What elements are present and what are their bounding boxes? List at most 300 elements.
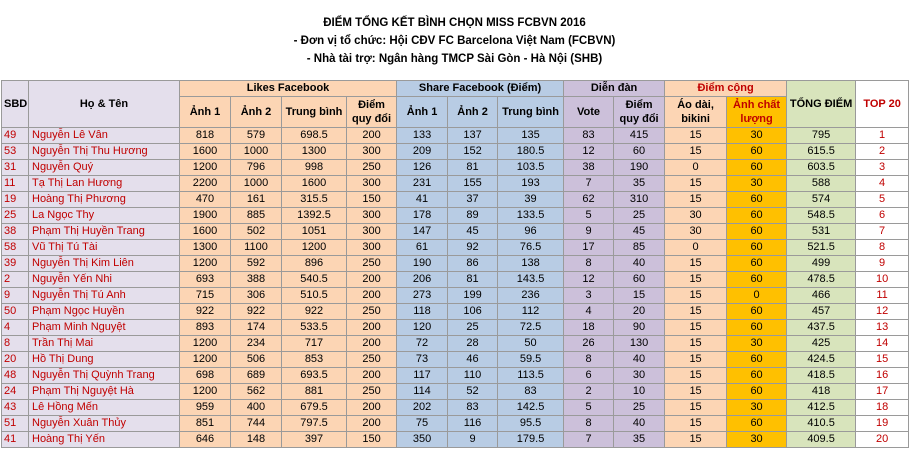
cell-rank: 18: [856, 400, 909, 416]
cell-forum-vote: 5: [564, 208, 614, 224]
cell-like-average: 1051: [282, 224, 347, 240]
table-row: [2, 416, 909, 432]
header-bonus-group: Điểm cộng: [665, 81, 787, 97]
table-row: [2, 352, 909, 368]
cell-bonus-quality: 30: [727, 128, 787, 144]
cell-rank: 11: [856, 288, 909, 304]
table-row: [2, 384, 909, 400]
cell-share-photo2: 83: [448, 400, 498, 416]
cell-share-photo1: 178: [397, 208, 448, 224]
cell-name: Nguyễn Lê Vân: [29, 128, 180, 144]
sponsor-line: - Nhà tài trợ: Ngân hàng TMCP Sài Gòn - Hà Nội (SHB): [306, 53, 603, 65]
cell-rank: 2: [856, 144, 909, 160]
cell-share-photo1: 75: [397, 416, 448, 432]
cell-name: Hoàng Thị Phương: [29, 192, 180, 208]
cell-share-average: 193: [498, 176, 564, 192]
cell-forum-points: 35: [614, 176, 665, 192]
cell-name: Nguyễn Thị Quỳnh Trang: [29, 368, 180, 384]
cell-forum-points: 190: [614, 160, 665, 176]
cell-share-photo1: 273: [397, 288, 448, 304]
cell-bonus-aodai: 15: [665, 128, 727, 144]
results-body: [2, 128, 909, 448]
header-share-photo1: Ảnh 1: [397, 97, 448, 128]
cell-share-average: 138: [498, 256, 564, 272]
cell-like-photo2: 1100: [231, 240, 282, 256]
cell-forum-points: 35: [614, 432, 665, 448]
table-row: [2, 176, 909, 192]
cell-rank: 13: [856, 320, 909, 336]
cell-share-photo2: 37: [448, 192, 498, 208]
cell-bonus-aodai: 15: [665, 352, 727, 368]
cell-rank: 16: [856, 368, 909, 384]
cell-bonus-quality: 60: [727, 352, 787, 368]
cell-name: Nguyễn Thị Thu Hương: [29, 144, 180, 160]
cell-share-average: 39: [498, 192, 564, 208]
cell-share-photo2: 9: [448, 432, 498, 448]
cell-share-average: 142.5: [498, 400, 564, 416]
cell-share-photo2: 81: [448, 160, 498, 176]
cell-like-points: 300: [347, 224, 397, 240]
cell-share-photo2: 45: [448, 224, 498, 240]
cell-like-photo1: 2200: [180, 176, 231, 192]
cell-sbd: 24: [2, 384, 29, 400]
cell-share-average: 179.5: [498, 432, 564, 448]
cell-sbd: 50: [2, 304, 29, 320]
cell-share-photo1: 209: [397, 144, 448, 160]
cell-name: Trần Thị Mai: [29, 336, 180, 352]
table-row: [2, 208, 909, 224]
cell-forum-vote: 7: [564, 432, 614, 448]
header-forum-vote: Vote: [564, 97, 614, 128]
cell-share-photo2: 110: [448, 368, 498, 384]
cell-like-points: 200: [347, 416, 397, 432]
cell-forum-vote: 62: [564, 192, 614, 208]
header-top20: TOP 20: [856, 81, 909, 128]
cell-sbd: 20: [2, 352, 29, 368]
cell-bonus-quality: 60: [727, 256, 787, 272]
cell-like-photo1: 1200: [180, 160, 231, 176]
cell-total: 795: [787, 128, 856, 144]
cell-rank: 4: [856, 176, 909, 192]
cell-forum-vote: 8: [564, 416, 614, 432]
cell-sbd: 48: [2, 368, 29, 384]
cell-like-points: 300: [347, 208, 397, 224]
cell-total: 466: [787, 288, 856, 304]
cell-bonus-quality: 0: [727, 288, 787, 304]
header-share-average: Trung bình: [498, 97, 564, 128]
cell-like-photo2: 306: [231, 288, 282, 304]
cell-total: 603.5: [787, 160, 856, 176]
cell-bonus-aodai: 15: [665, 256, 727, 272]
cell-forum-points: 30: [614, 368, 665, 384]
table-row: [2, 256, 909, 272]
cell-bonus-aodai: 15: [665, 336, 727, 352]
header-share-photo2: Ảnh 2: [448, 97, 498, 128]
cell-bonus-quality: 60: [727, 384, 787, 400]
cell-bonus-quality: 60: [727, 208, 787, 224]
cell-bonus-quality: 60: [727, 144, 787, 160]
header-total: TỔNG ĐIỂM: [787, 81, 856, 128]
cell-sbd: 43: [2, 400, 29, 416]
cell-name: Nguyễn Quý: [29, 160, 180, 176]
table-row: [2, 144, 909, 160]
cell-like-points: 150: [347, 432, 397, 448]
cell-like-photo2: 796: [231, 160, 282, 176]
cell-rank: 14: [856, 336, 909, 352]
cell-share-photo2: 52: [448, 384, 498, 400]
header-like-photo2: Ảnh 2: [231, 97, 282, 128]
cell-like-photo1: 959: [180, 400, 231, 416]
cell-like-points: 250: [347, 304, 397, 320]
table-row: [2, 224, 909, 240]
header-share-group: Share Facebook (Điểm): [397, 81, 564, 97]
cell-share-photo1: 147: [397, 224, 448, 240]
cell-like-photo1: 922: [180, 304, 231, 320]
cell-forum-vote: 83: [564, 128, 614, 144]
cell-like-photo2: 1000: [231, 176, 282, 192]
cell-bonus-aodai: 15: [665, 384, 727, 400]
cell-like-photo2: 689: [231, 368, 282, 384]
cell-sbd: 38: [2, 224, 29, 240]
header-forum-group: Diễn đàn: [564, 81, 665, 97]
cell-bonus-aodai: 15: [665, 416, 727, 432]
cell-total: 457: [787, 304, 856, 320]
cell-forum-vote: 26: [564, 336, 614, 352]
table-row: [2, 160, 909, 176]
cell-forum-vote: 4: [564, 304, 614, 320]
cell-bonus-aodai: 15: [665, 176, 727, 192]
cell-like-average: 679.5: [282, 400, 347, 416]
cell-name: Hồ Thị Dung: [29, 352, 180, 368]
cell-forum-vote: 7: [564, 176, 614, 192]
cell-like-photo1: 646: [180, 432, 231, 448]
cell-forum-points: 90: [614, 320, 665, 336]
cell-like-points: 300: [347, 176, 397, 192]
cell-bonus-quality: 60: [727, 320, 787, 336]
cell-share-average: 112: [498, 304, 564, 320]
cell-name: Nguyễn Yến Nhi: [29, 272, 180, 288]
cell-rank: 17: [856, 384, 909, 400]
header-name: Họ & Tên: [29, 81, 180, 128]
cell-bonus-aodai: 15: [665, 320, 727, 336]
cell-like-average: 881: [282, 384, 347, 400]
cell-like-average: 533.5: [282, 320, 347, 336]
cell-bonus-aodai: 15: [665, 304, 727, 320]
cell-like-photo2: 388: [231, 272, 282, 288]
cell-forum-points: 130: [614, 336, 665, 352]
cell-rank: 3: [856, 160, 909, 176]
header-row-groups: [2, 81, 909, 97]
cell-like-average: 998: [282, 160, 347, 176]
cell-forum-points: 310: [614, 192, 665, 208]
cell-like-photo1: 1200: [180, 352, 231, 368]
cell-bonus-aodai: 0: [665, 160, 727, 176]
cell-bonus-aodai: 15: [665, 432, 727, 448]
cell-share-photo1: 73: [397, 352, 448, 368]
header-like-photo1: Ảnh 1: [180, 97, 231, 128]
cell-sbd: 51: [2, 416, 29, 432]
cell-like-average: 397: [282, 432, 347, 448]
table-row: [2, 304, 909, 320]
cell-total: 531: [787, 224, 856, 240]
cell-share-photo2: 81: [448, 272, 498, 288]
cell-rank: 10: [856, 272, 909, 288]
cell-share-average: 180.5: [498, 144, 564, 160]
cell-share-photo2: 137: [448, 128, 498, 144]
cell-share-average: 113.5: [498, 368, 564, 384]
cell-forum-vote: 2: [564, 384, 614, 400]
cell-bonus-quality: 30: [727, 400, 787, 416]
cell-rank: 15: [856, 352, 909, 368]
cell-forum-points: 85: [614, 240, 665, 256]
cell-forum-points: 25: [614, 400, 665, 416]
cell-total: 574: [787, 192, 856, 208]
table-row: [2, 336, 909, 352]
cell-like-average: 693.5: [282, 368, 347, 384]
cell-forum-points: 10: [614, 384, 665, 400]
cell-forum-vote: 12: [564, 272, 614, 288]
cell-like-photo2: 922: [231, 304, 282, 320]
cell-like-average: 853: [282, 352, 347, 368]
cell-share-photo2: 152: [448, 144, 498, 160]
cell-sbd: 31: [2, 160, 29, 176]
cell-like-photo2: 506: [231, 352, 282, 368]
cell-rank: 12: [856, 304, 909, 320]
cell-share-photo1: 202: [397, 400, 448, 416]
cell-share-average: 96: [498, 224, 564, 240]
cell-bonus-aodai: 15: [665, 288, 727, 304]
cell-share-average: 76.5: [498, 240, 564, 256]
cell-like-points: 200: [347, 272, 397, 288]
cell-share-photo2: 28: [448, 336, 498, 352]
cell-like-points: 300: [347, 240, 397, 256]
cell-rank: 7: [856, 224, 909, 240]
cell-total: 412.5: [787, 400, 856, 416]
cell-bonus-quality: 60: [727, 272, 787, 288]
cell-share-average: 72.5: [498, 320, 564, 336]
cell-share-photo2: 199: [448, 288, 498, 304]
cell-share-average: 133.5: [498, 208, 564, 224]
cell-like-photo2: 174: [231, 320, 282, 336]
cell-name: Phạm Minh Nguyệt: [29, 320, 180, 336]
title-block: [0, 0, 909, 80]
cell-total: 409.5: [787, 432, 856, 448]
cell-like-points: 300: [347, 144, 397, 160]
cell-like-average: 698.5: [282, 128, 347, 144]
cell-like-points: 250: [347, 160, 397, 176]
cell-bonus-quality: 60: [727, 368, 787, 384]
cell-like-average: 717: [282, 336, 347, 352]
cell-like-photo1: 715: [180, 288, 231, 304]
cell-share-average: 135: [498, 128, 564, 144]
cell-share-photo2: 155: [448, 176, 498, 192]
cell-name: Vũ Thị Tú Tài: [29, 240, 180, 256]
cell-bonus-quality: 60: [727, 192, 787, 208]
table-row: [2, 240, 909, 256]
cell-like-points: 200: [347, 336, 397, 352]
cell-share-photo2: 92: [448, 240, 498, 256]
cell-rank: 5: [856, 192, 909, 208]
cell-bonus-aodai: 15: [665, 368, 727, 384]
cell-sbd: 53: [2, 144, 29, 160]
cell-bonus-quality: 60: [727, 304, 787, 320]
cell-like-average: 797.5: [282, 416, 347, 432]
cell-like-points: 250: [347, 352, 397, 368]
cell-total: 418: [787, 384, 856, 400]
cell-like-photo2: 562: [231, 384, 282, 400]
cell-forum-vote: 38: [564, 160, 614, 176]
cell-sbd: 9: [2, 288, 29, 304]
cell-like-points: 200: [347, 368, 397, 384]
cell-like-photo1: 1200: [180, 336, 231, 352]
cell-sbd: 58: [2, 240, 29, 256]
cell-total: 521.5: [787, 240, 856, 256]
cell-share-photo1: 61: [397, 240, 448, 256]
cell-rank: 1: [856, 128, 909, 144]
cell-share-photo1: 117: [397, 368, 448, 384]
header-bonus-quality: Ảnh chất lượng: [727, 97, 787, 128]
cell-share-photo1: 72: [397, 336, 448, 352]
header-bonus-aodai: Áo dài, bikini: [665, 97, 727, 128]
cell-like-photo1: 470: [180, 192, 231, 208]
sheet-title: ĐIỂM TỔNG KẾT BÌNH CHỌN MISS FCBVN 2016: [323, 17, 586, 29]
cell-sbd: 41: [2, 432, 29, 448]
cell-rank: 19: [856, 416, 909, 432]
cell-bonus-quality: 60: [727, 240, 787, 256]
cell-sbd: 11: [2, 176, 29, 192]
cell-forum-vote: 8: [564, 352, 614, 368]
cell-like-average: 315.5: [282, 192, 347, 208]
cell-forum-vote: 12: [564, 144, 614, 160]
cell-bonus-aodai: 30: [665, 224, 727, 240]
cell-bonus-aodai: 15: [665, 192, 727, 208]
cell-like-photo1: 893: [180, 320, 231, 336]
cell-total: 478.5: [787, 272, 856, 288]
cell-forum-points: 40: [614, 352, 665, 368]
cell-forum-vote: 9: [564, 224, 614, 240]
cell-like-photo1: 818: [180, 128, 231, 144]
cell-like-photo2: 400: [231, 400, 282, 416]
cell-rank: 6: [856, 208, 909, 224]
cell-total: 437.5: [787, 320, 856, 336]
cell-like-photo1: 1600: [180, 144, 231, 160]
cell-share-photo1: 350: [397, 432, 448, 448]
cell-like-average: 540.5: [282, 272, 347, 288]
cell-like-photo2: 1000: [231, 144, 282, 160]
cell-bonus-quality: 60: [727, 224, 787, 240]
cell-sbd: 2: [2, 272, 29, 288]
cell-forum-vote: 3: [564, 288, 614, 304]
header-likes-group: Likes Facebook: [180, 81, 397, 97]
organizer-line: - Đơn vị tổ chức: Hội CĐV FC Barcelona Việt Nam (FCBVN): [293, 35, 616, 47]
cell-sbd: 49: [2, 128, 29, 144]
cell-name: Nguyễn Xuân Thủy: [29, 416, 180, 432]
cell-forum-points: 40: [614, 256, 665, 272]
cell-share-average: 103.5: [498, 160, 564, 176]
cell-forum-vote: 5: [564, 400, 614, 416]
cell-sbd: 8: [2, 336, 29, 352]
cell-like-points: 250: [347, 384, 397, 400]
cell-share-average: 83: [498, 384, 564, 400]
cell-like-average: 510.5: [282, 288, 347, 304]
cell-bonus-quality: 60: [727, 160, 787, 176]
cell-like-photo2: 234: [231, 336, 282, 352]
cell-like-points: 200: [347, 400, 397, 416]
cell-forum-points: 45: [614, 224, 665, 240]
cell-share-photo2: 116: [448, 416, 498, 432]
cell-like-average: 1300: [282, 144, 347, 160]
header-sbd: SBD: [2, 81, 29, 128]
results-table: [1, 80, 909, 448]
cell-name: Phạm Thị Nguyệt Hà: [29, 384, 180, 400]
cell-like-points: 200: [347, 320, 397, 336]
cell-name: Lê Hồng Mến: [29, 400, 180, 416]
cell-like-average: 1392.5: [282, 208, 347, 224]
cell-name: La Ngọc Thy: [29, 208, 180, 224]
cell-share-photo1: 118: [397, 304, 448, 320]
cell-share-photo1: 126: [397, 160, 448, 176]
table-row: [2, 288, 909, 304]
cell-name: Nguyễn Thị Kim Liên: [29, 256, 180, 272]
cell-bonus-aodai: 15: [665, 144, 727, 160]
cell-like-photo1: 1600: [180, 224, 231, 240]
cell-like-points: 250: [347, 256, 397, 272]
cell-share-photo2: 89: [448, 208, 498, 224]
cell-forum-points: 40: [614, 416, 665, 432]
cell-share-photo2: 25: [448, 320, 498, 336]
cell-share-photo1: 41: [397, 192, 448, 208]
cell-sbd: 39: [2, 256, 29, 272]
cell-bonus-aodai: 15: [665, 400, 727, 416]
cell-total: 588: [787, 176, 856, 192]
header-like-average: Trung bình: [282, 97, 347, 128]
table-row: [2, 400, 909, 416]
cell-like-points: 200: [347, 128, 397, 144]
cell-like-average: 1600: [282, 176, 347, 192]
cell-forum-vote: 17: [564, 240, 614, 256]
cell-share-photo1: 114: [397, 384, 448, 400]
cell-share-photo2: 106: [448, 304, 498, 320]
cell-total: 424.5: [787, 352, 856, 368]
cell-share-average: 143.5: [498, 272, 564, 288]
cell-rank: 20: [856, 432, 909, 448]
cell-sbd: 4: [2, 320, 29, 336]
cell-share-photo1: 206: [397, 272, 448, 288]
cell-share-average: 95.5: [498, 416, 564, 432]
cell-like-photo1: 1200: [180, 256, 231, 272]
table-row: [2, 192, 909, 208]
cell-forum-vote: 8: [564, 256, 614, 272]
table-row: [2, 368, 909, 384]
cell-bonus-aodai: 30: [665, 208, 727, 224]
cell-like-photo1: 1300: [180, 240, 231, 256]
cell-like-photo2: 579: [231, 128, 282, 144]
cell-total: 548.5: [787, 208, 856, 224]
cell-share-average: 59.5: [498, 352, 564, 368]
cell-like-photo1: 1200: [180, 384, 231, 400]
cell-like-photo2: 744: [231, 416, 282, 432]
cell-like-photo2: 592: [231, 256, 282, 272]
cell-rank: 8: [856, 240, 909, 256]
cell-forum-points: 15: [614, 288, 665, 304]
cell-like-average: 922: [282, 304, 347, 320]
cell-like-photo2: 885: [231, 208, 282, 224]
table-row: [2, 128, 909, 144]
cell-total: 410.5: [787, 416, 856, 432]
cell-bonus-quality: 60: [727, 416, 787, 432]
cell-name: Phạm Thị Huyền Trang: [29, 224, 180, 240]
cell-share-photo2: 46: [448, 352, 498, 368]
